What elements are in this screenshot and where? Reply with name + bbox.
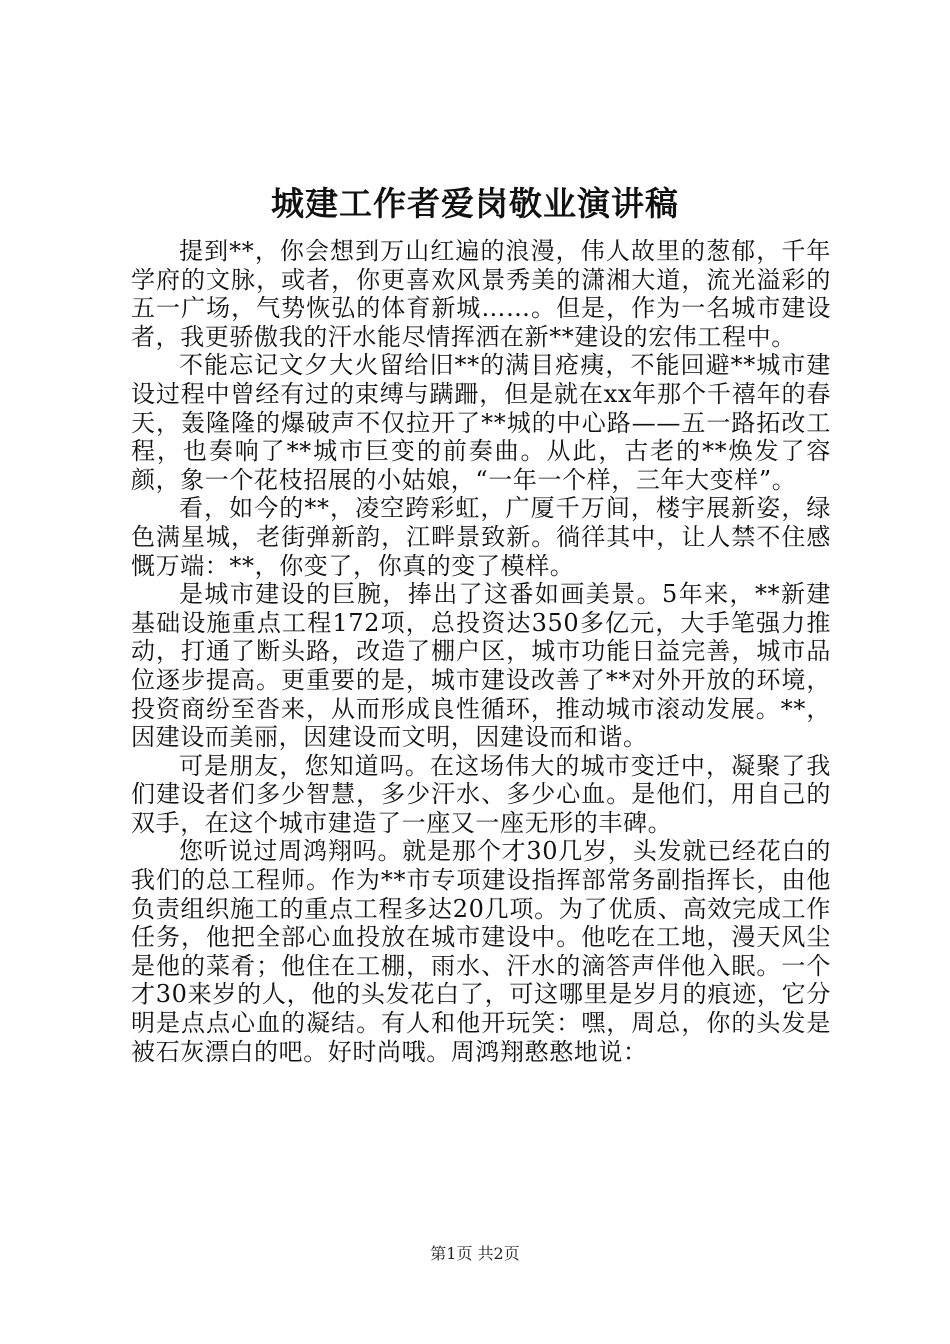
paragraph: 不能忘记文夕大火留给旧**的满目疮痍，不能回避**城市建设过程中曾经有过的束缚与蹒跚，但是就在xx年那个千禧年的春天，轰隆隆的爆破声不仅拉开了**城的中心路——五一路拓改工程，也奏响了**城市巨变的前奏曲。从此，古老的**焕发了容颜，象一个花枝招展的小姑娘，“一年一个样，三年大变样”。: [131, 351, 831, 494]
paragraph: 提到**，你会想到万山红遍的浪漫，伟人故里的葱郁，千年学府的文脉，或者，你更喜欢风景秀美的潇湘大道，流光溢彩的五一广场，气势恢弘的体育新城……。但是，作为一名城市建设者，我更骄傲我的汗水能尽情挥洒在新**建设的宏伟工程中。: [131, 237, 831, 351]
paragraph: 看，如今的**，凌空跨彩虹，广厦千万间，楼宇展新姿，绿色满星城，老街弹新韵，江畔景致新。徜徉其中，让人禁不住感慨万端：**，你变了，你真的变了模样。: [131, 494, 831, 580]
paragraph: 是城市建设的巨腕，捧出了这番如画美景。5年来，**新建基础设施重点工程172项，总投资达350多亿元，大手笔强力推动，打通了断头路，改造了棚户区，城市功能日益完善，城市品位逐步提高。更重要的是，城市建设改善了**对外开放的环境，投资商纷至沓来，从而形成良性循环，推动城市滚动发展。**，因建设而美丽，因建设而文明，因建设而和谐。: [131, 580, 831, 752]
paragraph: 可是朋友，您知道吗。在这场伟大的城市变迁中，凝聚了我们建设者们多少智慧，多少汗水、多少心血。是他们，用自己的双手，在这个城市建造了一座又一座无形的丰碑。: [131, 751, 831, 837]
page-total: 共2页: [477, 1244, 520, 1263]
speech-body: [131, 237, 831, 1066]
paragraph: 您听说过周鸿翔吗。就是那个才30几岁，头发就已经花白的我们的总工程师。作为**市专项建设指挥部常务副指挥长，由他负责组织施工的重点工程多达20几项。为了优质、高效完成工作任务，他把全部心血投放在城市建设中。他吃在工地，漫天风尘是他的菜肴；他住在工棚，雨水、汗水的滴答声伴他入眠。一个才30来岁的人，他的头发花白了，可这哪里是岁月的痕迹，它分明是点点心血的凝结。有人和他开玩笑：嘿，周总，你的头发是被石灰漂白的吧。好时尚哦。周鸿翔憨憨地说：: [131, 837, 831, 1066]
page-number: 第1页: [430, 1244, 473, 1263]
page-footer: [0, 1243, 950, 1265]
page-title: 城建工作者爱岗敬业演讲稿: [271, 184, 679, 223]
